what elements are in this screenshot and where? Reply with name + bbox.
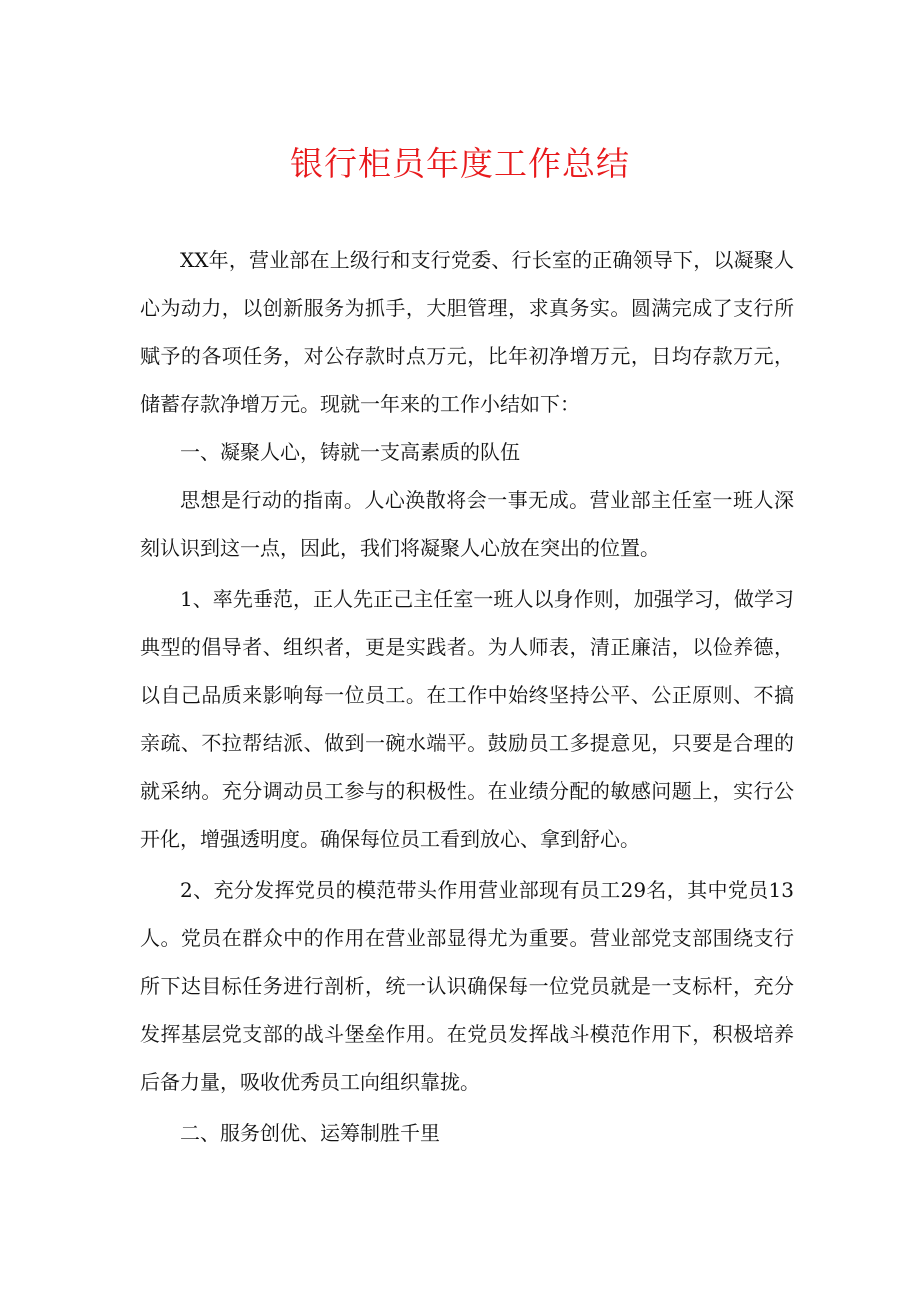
section-heading-2: 二、服务创优、运筹制胜千里: [180, 1121, 440, 1145]
paragraph-section-1-intro: 思想是行动的指南。人心涣散将会一事无成。营业部主任室一班人深刻认识到这一点，因此，我们将凝聚人心放在突出的位置。: [140, 488, 794, 560]
paragraph-item-2: 2、充分发挥党员的模范带头作用营业部现有员工29名，其中党员13人。党员在群众中的作用在营业部显得尤为重要。营业部党支部围绕支行所下达目标任务进行剖析，统一认识确保每一位党员就是一支标杆，充分发挥基层党支部的战斗堡垒作用。在党员发挥战斗模范作用下，积极培养后备力量，吸收优秀员工向组织靠拢。: [140, 878, 794, 1094]
paragraph-item-1: 1、率先垂范，正人先正己主任室一班人以身作则，加强学习，做学习典型的倡导者、组织者，更是实践者。为人师表，清正廉洁，以俭养德，以自己品质来影响每一位员工。在工作中始终坚持公平、公正原则、不搞亲疏、不拉帮结派、做到一碗水端平。鼓励员工多提意见，只要是合理的就采纳。充分调动员工参与的积极性。在业绩分配的敏感问题上，实行公开化，增强透明度。确保每位员工看到放心、拿到舒心。: [140, 587, 794, 851]
document-body: [140, 236, 794, 1157]
document-title: 银行柜员年度工作总结: [290, 144, 630, 183]
section-heading-1: 一、凝聚人心，铸就一支高素质的队伍: [180, 440, 520, 464]
paragraph-intro: XX年，营业部在上级行和支行党委、行长室的正确领导下，以凝聚人心为动力，以创新服务为抓手，大胆管理，求真务实。圆满完成了支行所赋予的各项任务，对公存款时点万元，比年初净增万元，日均存款万元，储蓄存款净增万元。现就一年来的工作小结如下：: [140, 248, 794, 416]
